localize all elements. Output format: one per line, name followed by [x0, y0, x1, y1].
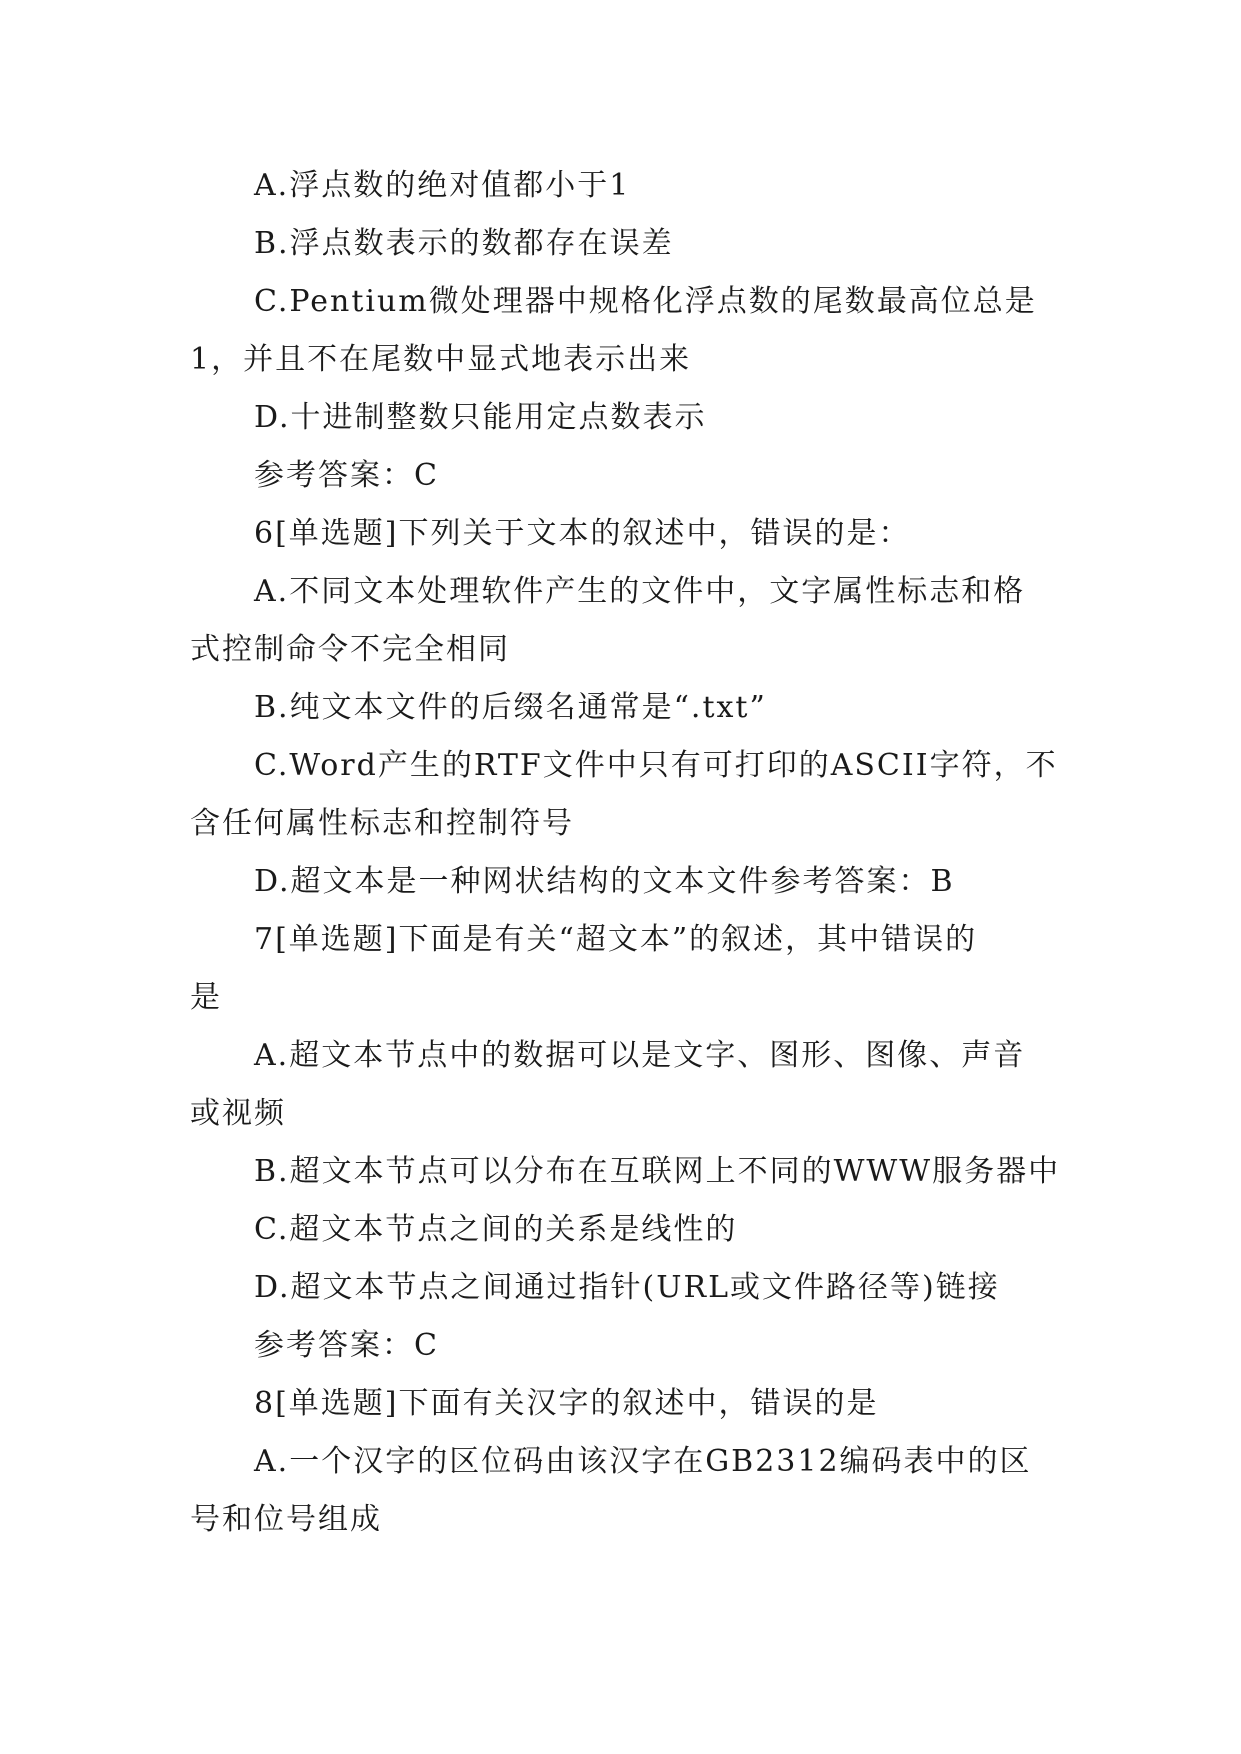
q7-option-d-line: D.超文本节点之间通过指针(URL或文件路径等)链接 — [254, 1270, 1000, 1305]
q7-option-b-line: B.超文本节点可以分布在互联网上不同的WWW服务器中 — [254, 1154, 1061, 1189]
q6-option-a-line: A.不同文本处理软件产生的文件中，文字属性标志和格 — [254, 574, 1026, 609]
question-7-title: 7[单选题]下面是有关“超文本”的叙述，其中错误的 — [254, 922, 978, 957]
q8-option-a-line: A.一个汉字的区位码由该汉字在GB2312编码表中的区 — [254, 1444, 1032, 1479]
option-c-line: C.Pentium微处理器中规格化浮点数的尾数最高位总是 — [254, 284, 1037, 319]
question-7-title-continuation: 是 — [190, 980, 222, 1015]
q6-option-a-continuation: 式控制命令不完全相同 — [190, 632, 510, 667]
q6-option-c-line: C.Word产生的RTF文件中只有可打印的ASCII字符，不 — [254, 748, 1058, 783]
question-6-title: 6[单选题]下列关于文本的叙述中，错误的是： — [254, 516, 911, 551]
option-c-continuation: 1，并且不在尾数中显式地表示出来 — [190, 342, 692, 377]
answer-line: 参考答案：C — [254, 458, 439, 493]
question-8-title: 8[单选题]下面有关汉字的叙述中，错误的是 — [254, 1386, 879, 1421]
q6-option-c-continuation: 含任何属性标志和控制符号 — [190, 806, 574, 841]
q7-answer-line: 参考答案：C — [254, 1328, 439, 1363]
document-body — [190, 157, 1061, 1549]
q8-option-a-continuation: 号和位号组成 — [190, 1502, 382, 1537]
q6-option-d-answer-line: D.超文本是一种网状结构的文本文件参考答案：B — [254, 864, 955, 899]
option-d-line: D.十进制整数只能用定点数表示 — [254, 400, 707, 435]
q7-option-a-line: A.超文本节点中的数据可以是文字、图形、图像、声音 — [254, 1038, 1026, 1073]
q6-option-b-line: B.纯文本文件的后缀名通常是“.txt” — [254, 690, 767, 725]
option-a-line: A.浮点数的绝对值都小于1 — [254, 168, 631, 203]
q7-option-c-line: C.超文本节点之间的关系是线性的 — [254, 1212, 738, 1247]
q7-option-a-continuation: 或视频 — [190, 1096, 286, 1131]
option-b-line: B.浮点数表示的数都存在误差 — [254, 226, 674, 261]
